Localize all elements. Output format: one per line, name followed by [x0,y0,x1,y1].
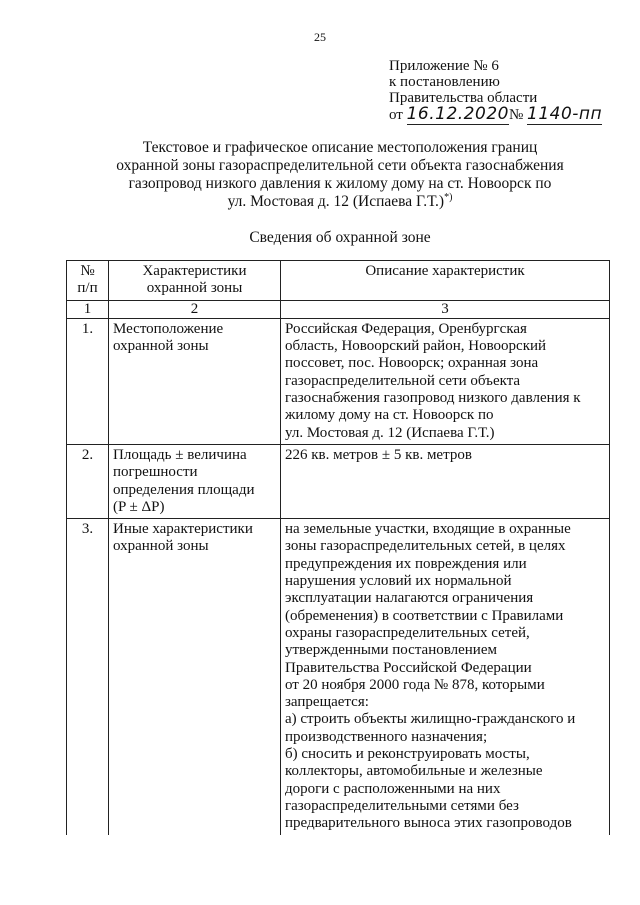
table-row [67,519,610,835]
cell-line: (P ± ΔP) [113,498,165,515]
row-description [281,318,610,444]
appendix-line: к постановлению [389,74,500,90]
title-line: ул. Мостовая д. 12 (Испаева Г.Т.) [227,193,445,210]
date-prefix: от [389,107,403,123]
row-characteristic [109,444,281,518]
title-line: газопровод низкого давления к жилому дому на ст. Новоорск по [128,175,552,192]
cell-line: 226 кв. метров ± 5 кв. метров [285,446,472,463]
footnote-mark: *) [444,191,453,203]
cell-line: эксплуатации налагаются ограничения [285,590,534,607]
appendix-line: Приложение № 6 [389,58,499,74]
cell-line: поссовет, пос. Новоорск; охранная зона [285,355,539,372]
appendix-date-line [389,106,602,123]
cell-line: б) сносить и реконструировать мосты, [285,746,530,763]
cell-line: Правительства Российской Федерации [285,659,532,676]
cell-line: нарушения условий их нормальной [285,573,512,590]
title-line: охранной зоны газораспределительной сети объекта газоснабжения [116,157,564,174]
table-row [67,444,610,518]
cell-line: дороги с расположенными на них [285,780,501,797]
cell-line: охранной зоны [113,538,209,555]
row-description [281,444,610,518]
cell-line: на земельные участки, входящие в охранные [285,521,571,538]
cell-line: Местоположение [113,320,224,337]
document-title [80,139,600,211]
row-number: 2. [67,444,109,518]
cell-line: утвержденными постановлением [285,642,497,659]
cell-line: Площадь ± величина [113,446,247,463]
title-line: Текстовое и графическое описание местоположения границ [142,139,538,156]
cell-line: Российская Федерация, Оренбургская [285,320,527,337]
cell-line: погрешности [113,464,198,481]
cell-line: газораспределительными сетями без [285,797,519,814]
cell-line: определения площади [113,481,255,498]
cell-line: от 20 ноября 2000 года № 878, которыми [285,676,545,693]
cell-line: предварительного выноса этих газопроводов [285,815,572,832]
table-numbering-row [67,300,610,318]
cell-line: а) строить объекты жилищно-гражданского и [285,711,576,728]
cell-line: запрещается: [285,694,369,711]
cell-line: предупреждения их повреждения или [285,555,527,572]
numbering-cell: 2 [109,300,281,318]
handwritten-date: 16.12.2020 [406,104,509,124]
appendix-block [389,58,602,123]
title-line-last [80,193,600,211]
row-number: 1. [67,318,109,444]
handwritten-number: 1140-пп [527,104,603,124]
header-cell-number: № п/п [67,261,109,301]
row-description [281,519,610,835]
cell-line: охранной зоны [113,338,209,355]
zone-info-table [66,260,610,835]
cell-line: газораспределительной сети объекта [285,372,521,389]
cell-line: Иные характеристики [113,521,253,538]
row-characteristic [109,519,281,835]
number-sign: № [508,107,524,123]
header-cell-characteristics: Характеристики охранной зоны [109,261,281,301]
cell-line: охраны газораспределительных сетей, [285,624,530,641]
cell-line: жилому дому на ст. Новоорск по [285,407,494,424]
cell-line: область, Новоорский район, Новоорский [285,338,547,355]
table-row [67,318,610,444]
cell-line: производственного назначения; [285,728,488,745]
cell-line: газоснабжения газопровод низкого давления к [285,390,581,407]
row-number: 3. [67,519,109,835]
row-characteristic [109,318,281,444]
cell-line: (обременения) в соответствии с Правилами [285,607,564,624]
cell-line: коллекторы, автомобильные и железные [285,763,543,780]
section-subtitle: Сведения об охранной зоне [249,229,431,246]
cell-line: ул. Мостовая д. 12 (Испаева Г.Т.) [285,424,495,441]
appendix-line: Правительства области [389,90,538,106]
table-header-row [67,261,610,301]
page-number: 25 [314,30,326,44]
cell-line: зоны газораспределительных сетей, в целях [285,538,566,555]
numbering-cell: 1 [67,300,109,318]
header-cell-description: Описание характеристик [281,261,610,301]
numbering-cell: 3 [281,300,610,318]
